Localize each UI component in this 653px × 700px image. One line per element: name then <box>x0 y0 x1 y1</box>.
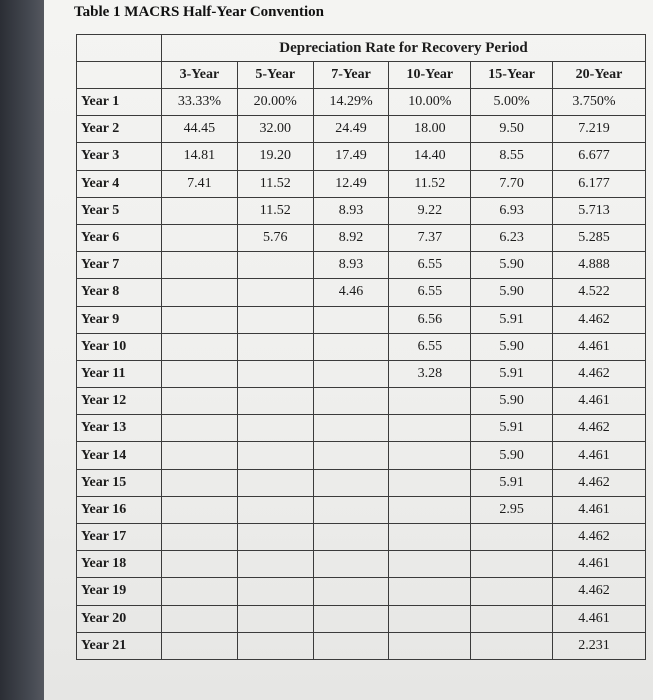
rate-cell: 5.91 <box>471 360 553 387</box>
rate-cell: 12.49 <box>313 170 389 197</box>
rate-cell <box>471 632 553 659</box>
rate-cell: 6.55 <box>389 279 471 306</box>
year-label: Year 17 <box>77 524 162 551</box>
column-header-20-year: 20-Year <box>553 62 646 89</box>
rate-cell: 7.219 <box>553 116 646 143</box>
rate-cell <box>237 551 313 578</box>
rate-cell: 4.522 <box>553 279 646 306</box>
rate-cell: 7.41 <box>162 170 238 197</box>
rate-cell <box>237 252 313 279</box>
rate-cell: 6.56 <box>389 306 471 333</box>
rate-cell: 7.37 <box>389 224 471 251</box>
rate-cell: 5.90 <box>471 388 553 415</box>
rate-cell: 6.23 <box>471 224 553 251</box>
rate-cell: 5.713 <box>553 197 646 224</box>
rate-cell: 4.46 <box>313 279 389 306</box>
rate-cell: 9.50 <box>471 116 553 143</box>
rate-cell <box>313 442 389 469</box>
rate-cell: 6.93 <box>471 197 553 224</box>
year-label: Year 15 <box>77 469 162 496</box>
rate-cell <box>237 605 313 632</box>
year-label: Year 9 <box>77 306 162 333</box>
year-label: Year 8 <box>77 279 162 306</box>
year-label: Year 12 <box>77 388 162 415</box>
rate-cell: 6.177 <box>553 170 646 197</box>
rate-cell: 14.81 <box>162 143 238 170</box>
year-label: Year 1 <box>77 89 162 116</box>
table-row <box>77 415 646 442</box>
table-row <box>77 197 646 224</box>
table-row <box>77 442 646 469</box>
rate-cell: 18.00 <box>389 116 471 143</box>
column-header-5-year: 5-Year <box>237 62 313 89</box>
rate-cell: 2.231 <box>553 632 646 659</box>
table-caption: Table 1 MACRS Half-Year Convention <box>74 4 325 20</box>
rate-cell <box>162 415 238 442</box>
year-label: Year 2 <box>77 116 162 143</box>
rate-cell <box>162 360 238 387</box>
rate-cell <box>471 605 553 632</box>
rate-cell <box>162 442 238 469</box>
rate-cell: 5.90 <box>471 252 553 279</box>
rate-cell: 5.91 <box>471 415 553 442</box>
rate-cell <box>237 333 313 360</box>
rate-cell: 6.677 <box>553 143 646 170</box>
table-row <box>77 469 646 496</box>
rate-cell: 11.52 <box>237 197 313 224</box>
rate-cell <box>389 524 471 551</box>
rate-cell: 5.90 <box>471 279 553 306</box>
rate-cell: 17.49 <box>313 143 389 170</box>
rate-cell: 4.461 <box>553 605 646 632</box>
rate-cell <box>313 415 389 442</box>
rate-cell: 4.461 <box>553 442 646 469</box>
rate-cell: 5.285 <box>553 224 646 251</box>
rate-cell: 8.55 <box>471 143 553 170</box>
rate-cell <box>237 578 313 605</box>
table-row <box>77 360 646 387</box>
year-label: Year 11 <box>77 360 162 387</box>
rate-cell: 8.92 <box>313 224 389 251</box>
table-row <box>77 170 646 197</box>
year-label: Year 20 <box>77 605 162 632</box>
rate-cell: 10.00% <box>389 89 471 116</box>
rate-cell <box>162 605 238 632</box>
table-row <box>77 496 646 523</box>
photo-dark-edge <box>0 0 44 700</box>
rate-cell <box>162 279 238 306</box>
year-label: Year 16 <box>77 496 162 523</box>
rate-cell: 19.20 <box>237 143 313 170</box>
rate-cell: 5.00% <box>471 89 553 116</box>
table-row <box>77 605 646 632</box>
year-label: Year 6 <box>77 224 162 251</box>
rate-cell <box>162 496 238 523</box>
rate-cell <box>313 578 389 605</box>
rate-cell: 5.91 <box>471 469 553 496</box>
rate-cell <box>389 496 471 523</box>
table-row <box>77 551 646 578</box>
rate-cell: 5.90 <box>471 333 553 360</box>
rate-cell <box>313 360 389 387</box>
corner-empty-cell <box>77 35 162 62</box>
rate-cell <box>162 197 238 224</box>
rate-cell <box>237 442 313 469</box>
rate-cell: 44.45 <box>162 116 238 143</box>
rate-cell: 8.93 <box>313 197 389 224</box>
table-row <box>77 632 646 659</box>
rate-cell <box>471 524 553 551</box>
table-row <box>77 306 646 333</box>
rate-cell <box>313 605 389 632</box>
column-header-row <box>77 62 646 89</box>
rate-cell <box>237 469 313 496</box>
rate-cell: 14.40 <box>389 143 471 170</box>
rate-cell <box>389 469 471 496</box>
rate-cell <box>162 224 238 251</box>
rate-cell <box>162 333 238 360</box>
year-label: Year 18 <box>77 551 162 578</box>
rate-cell: 4.461 <box>553 496 646 523</box>
table-body <box>77 89 646 660</box>
rate-cell: 6.55 <box>389 333 471 360</box>
table-row <box>77 89 646 116</box>
year-label: Year 4 <box>77 170 162 197</box>
rate-cell <box>237 306 313 333</box>
rate-cell: 4.462 <box>553 415 646 442</box>
rate-cell <box>237 360 313 387</box>
table-row <box>77 524 646 551</box>
rate-cell <box>162 632 238 659</box>
rate-cell <box>313 524 389 551</box>
rate-cell <box>313 632 389 659</box>
rate-cell: 4.462 <box>553 469 646 496</box>
rate-cell: 9.22 <box>389 197 471 224</box>
year-label: Year 13 <box>77 415 162 442</box>
rate-cell: 5.76 <box>237 224 313 251</box>
rate-cell <box>162 469 238 496</box>
rate-cell <box>313 306 389 333</box>
rate-cell <box>313 551 389 578</box>
rate-cell <box>162 551 238 578</box>
rate-cell <box>313 469 389 496</box>
rate-cell <box>237 524 313 551</box>
table-row <box>77 388 646 415</box>
rate-cell: 8.93 <box>313 252 389 279</box>
table-row <box>77 252 646 279</box>
rate-cell: 24.49 <box>313 116 389 143</box>
rate-cell: 4.462 <box>553 524 646 551</box>
rate-cell: 20.00% <box>237 89 313 116</box>
recovery-period-header: Depreciation Rate for Recovery Period <box>162 35 646 62</box>
macrs-table <box>76 34 646 660</box>
rate-cell: 4.461 <box>553 388 646 415</box>
rate-cell: 4.461 <box>553 551 646 578</box>
rate-cell <box>237 632 313 659</box>
rate-cell: 4.462 <box>553 360 646 387</box>
rate-cell: 4.461 <box>553 333 646 360</box>
rate-cell <box>162 388 238 415</box>
year-label: Year 7 <box>77 252 162 279</box>
year-label: Year 14 <box>77 442 162 469</box>
rate-cell: 4.888 <box>553 252 646 279</box>
year-column-header <box>77 62 162 89</box>
rate-cell <box>389 442 471 469</box>
rate-cell <box>389 388 471 415</box>
table-row <box>77 578 646 605</box>
rate-cell: 11.52 <box>237 170 313 197</box>
rate-cell: 2.95 <box>471 496 553 523</box>
column-header-7-year: 7-Year <box>313 62 389 89</box>
column-header-3-year: 3-Year <box>162 62 238 89</box>
column-header-10-year: 10-Year <box>389 62 471 89</box>
rate-cell <box>237 415 313 442</box>
rate-cell: 5.90 <box>471 442 553 469</box>
table-row <box>77 143 646 170</box>
rate-cell <box>313 496 389 523</box>
rate-cell: 33.33% <box>162 89 238 116</box>
rate-cell: 3.28 <box>389 360 471 387</box>
rate-cell <box>162 306 238 333</box>
rate-cell <box>389 551 471 578</box>
year-label: Year 10 <box>77 333 162 360</box>
rate-cell <box>313 388 389 415</box>
rate-cell <box>389 578 471 605</box>
rate-cell: 3.750% <box>553 89 646 116</box>
year-label: Year 5 <box>77 197 162 224</box>
rate-cell <box>162 252 238 279</box>
rate-cell: 11.52 <box>389 170 471 197</box>
rate-cell <box>162 524 238 551</box>
rate-cell <box>162 578 238 605</box>
rate-cell <box>389 415 471 442</box>
rate-cell: 6.55 <box>389 252 471 279</box>
table-row <box>77 116 646 143</box>
rate-cell <box>237 388 313 415</box>
year-label: Year 21 <box>77 632 162 659</box>
column-header-15-year: 15-Year <box>471 62 553 89</box>
rate-cell <box>237 279 313 306</box>
rate-cell: 32.00 <box>237 116 313 143</box>
table-row <box>77 333 646 360</box>
rate-cell: 4.462 <box>553 306 646 333</box>
rate-cell <box>389 605 471 632</box>
rate-cell <box>389 632 471 659</box>
rate-cell <box>471 551 553 578</box>
rate-cell: 5.91 <box>471 306 553 333</box>
rate-cell <box>313 333 389 360</box>
year-label: Year 3 <box>77 143 162 170</box>
rate-cell: 4.462 <box>553 578 646 605</box>
table-row <box>77 224 646 251</box>
rate-cell: 7.70 <box>471 170 553 197</box>
table-row <box>77 279 646 306</box>
rate-cell <box>471 578 553 605</box>
rate-cell <box>237 496 313 523</box>
rate-cell: 14.29% <box>313 89 389 116</box>
year-label: Year 19 <box>77 578 162 605</box>
